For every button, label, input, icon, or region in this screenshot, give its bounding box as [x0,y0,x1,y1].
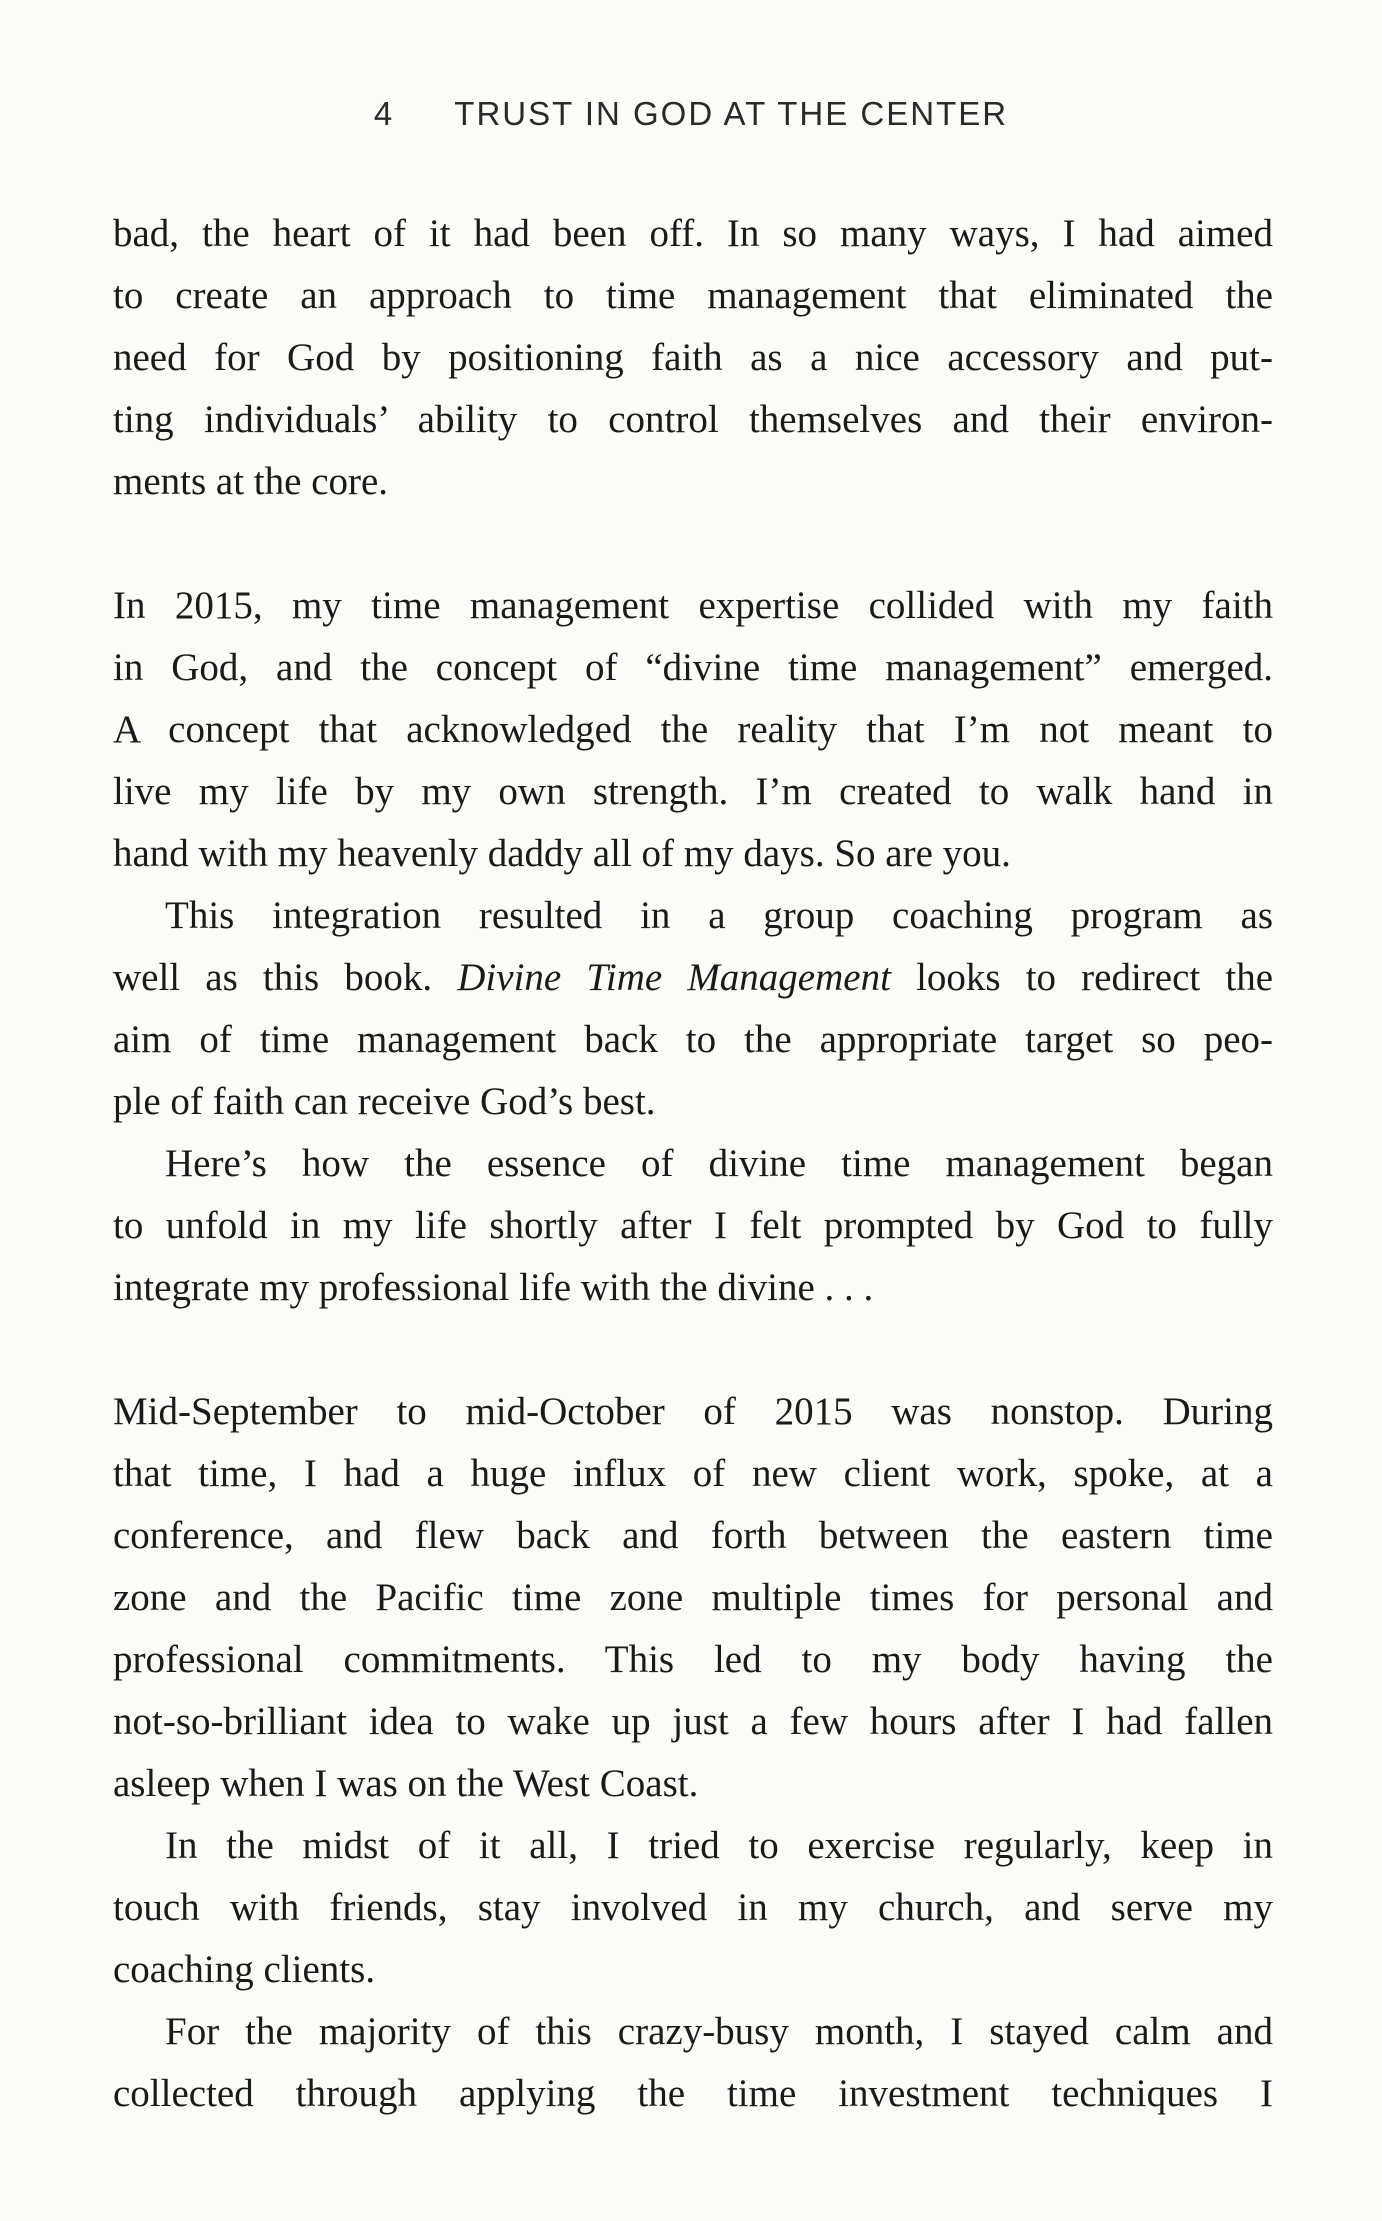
text-line: not-so-brilliant idea to wake up just a few hours after I had fallen [113,1700,1273,1743]
body-text [113,203,1273,2125]
page-number: 4 [373,95,395,132]
text-line: that time, I had a huge influx of new client work, spoke, at a [113,1452,1273,1495]
text-line: collected through applying the time investment techniques I [113,2072,1273,2115]
text-line: In 2015, my time management expertise collided with my faith [113,584,1273,627]
text-line: bad, the heart of it had been off. In so many ways, I had aimed [113,212,1273,255]
text-line: conference, and flew back and forth between the eastern time [113,1514,1273,1557]
section-break [113,1319,1273,1381]
text-line: need for God by positioning faith as a nice accessory and put- [113,336,1273,379]
section-break [113,513,1273,575]
text-line: zone and the Pacific time zone multiple times for personal and [113,1576,1273,1619]
running-head [0,95,1382,133]
text-line: to unfold in my life shortly after I felt prompted by God to fully [113,1204,1273,1247]
text-line: professional commitments. This led to my body having the [113,1638,1273,1681]
text-line: In the midst of it all, I tried to exercise regularly, keep in [165,1824,1273,1867]
text-line: integrate my professional life with the divine . . . [113,1266,874,1309]
text-line: ments at the core. [113,460,389,503]
book-title-italic: Divine Time Management [457,956,891,999]
text-line: A concept that acknowledged the reality that I’m not meant to [113,708,1273,751]
text-line: For the majority of this crazy-busy month, I stayed calm and [165,2010,1273,2053]
text-line: to create an approach to time management that eliminated the [113,274,1273,317]
text-line: asleep when I was on the West Coast. [113,1762,699,1805]
text-line: touch with friends, stay involved in my church, and serve my [113,1886,1273,1929]
text-line: live my life by my own strength. I’m created to walk hand in [113,770,1273,813]
text-line: hand with my heavenly daddy all of my days. So are you. [113,832,1011,875]
text-line: This integration resulted in a group coaching program as [165,894,1273,937]
text-line: Mid-September to mid-October of 2015 was nonstop. During [113,1390,1273,1433]
text-run: well as this book. [113,956,433,999]
text-line: in God, and the concept of “divine time management” emerged. [113,646,1273,689]
text-line [113,947,1273,1009]
text-line: aim of time management back to the appropriate target so peo- [113,1018,1273,1061]
text-line: ple of faith can receive God’s best. [113,1080,656,1123]
text-line: ting individuals’ ability to control themselves and their environ- [113,398,1273,441]
text-run: looks to redirect the [916,956,1274,999]
running-head-title: TRUST IN GOD AT THE CENTER [454,95,1009,132]
text-line: coaching clients. [113,1948,376,1991]
text-line: Here’s how the essence of divine time management began [165,1142,1273,1185]
